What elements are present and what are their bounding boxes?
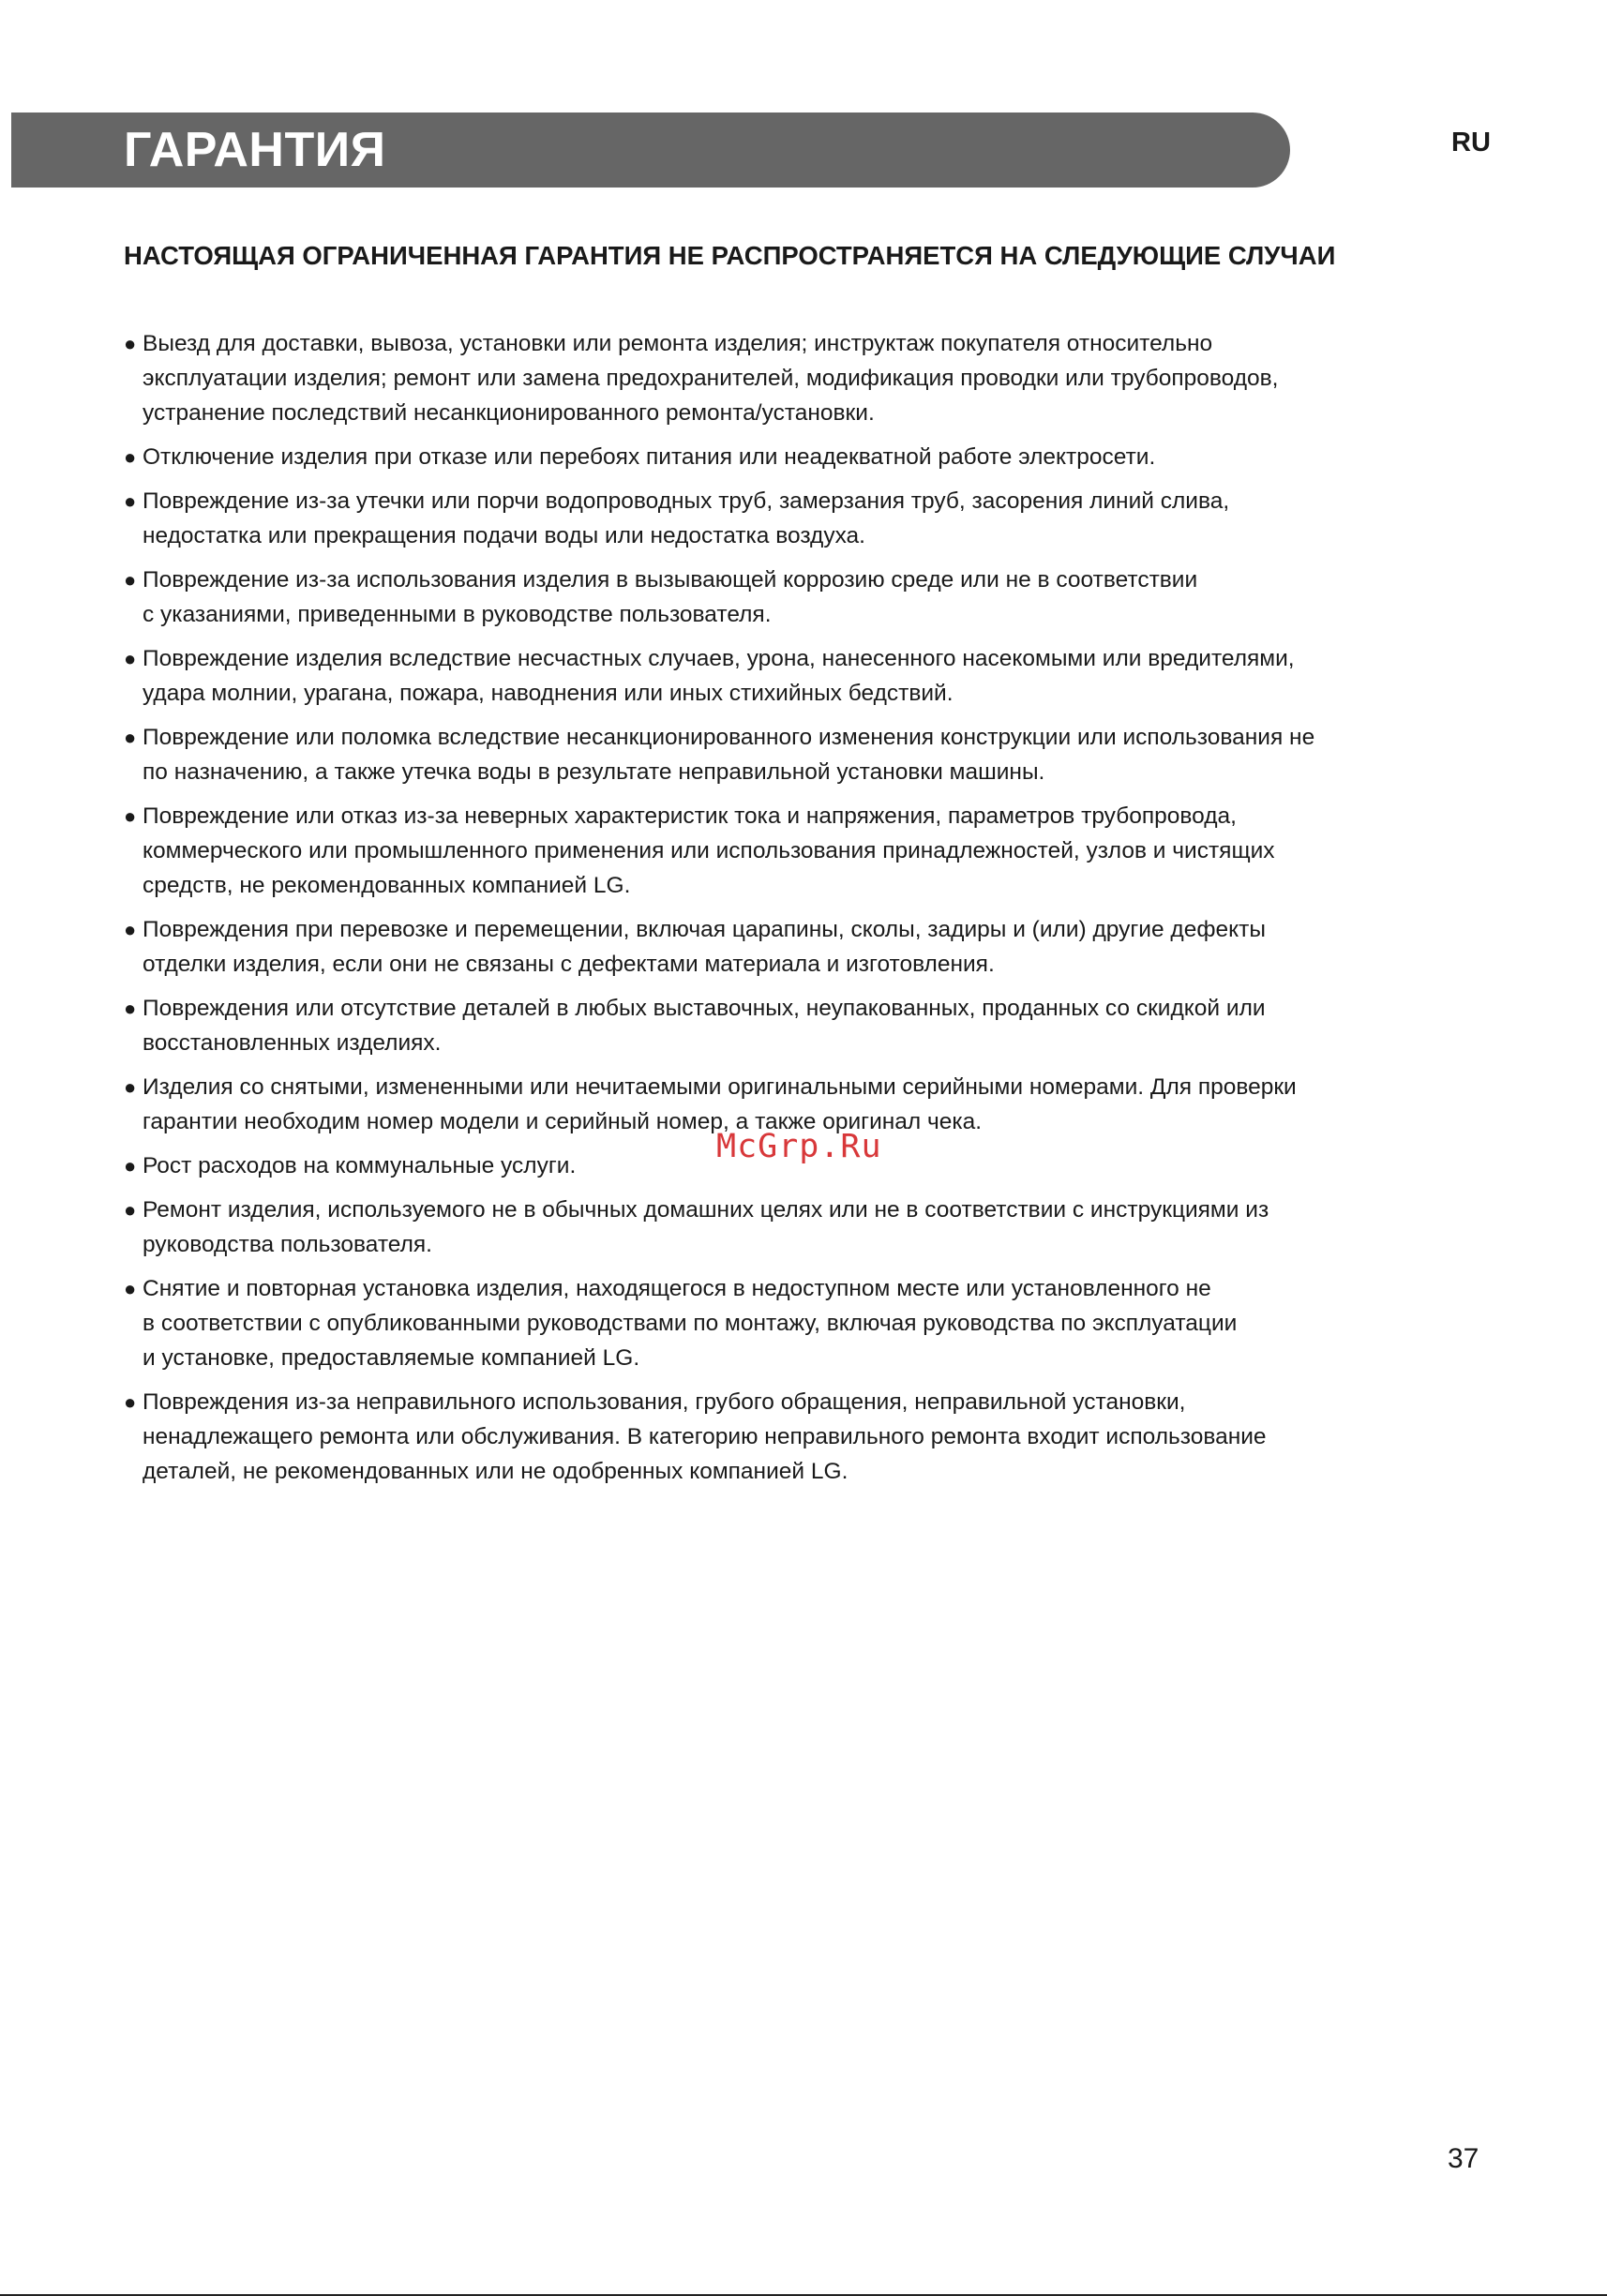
list-item-line: и установке, предоставляемые компанией LG. — [143, 1345, 640, 1371]
list-item-line: Повреждения при перевозке и перемещении, включая царапины, сколы, задиры и (или) другие дефекты — [143, 917, 1266, 942]
list-item-line: восстановленных изделиях. — [143, 1030, 442, 1056]
list-item-line: по назначению, а также утечка воды в результате неправильной установки машины. — [143, 759, 1045, 785]
list-item — [124, 991, 1493, 1060]
bullet-icon: ● — [124, 1154, 137, 1178]
list-item-line: средств, не рекомендованных компанией LG. — [143, 873, 631, 898]
page-number: 37 — [1448, 2143, 1479, 2174]
list-item — [124, 563, 1493, 632]
list-item-line: ненадлежащего ремонта или обслуживания. В категорию неправильного ремонта входит использование — [143, 1424, 1267, 1449]
exclusions-list — [124, 326, 1493, 1498]
list-item-line: Рост расходов на коммунальные услуги. — [143, 1153, 577, 1178]
bullet-icon: ● — [124, 918, 137, 941]
bullet-icon: ● — [124, 445, 137, 469]
list-item-line: Повреждение или отказ из-за неверных характеристик тока и напряжения, параметров трубопровода, — [143, 803, 1237, 829]
bullet-icon: ● — [124, 1390, 137, 1414]
list-item-line: Повреждения из-за неправильного использования, грубого обращения, неправильной установки, — [143, 1389, 1186, 1415]
list-item-line: Повреждение изделия вследствие несчастных случаев, урона, нанесенного насекомыми или вредителями, — [143, 646, 1295, 671]
bullet-icon: ● — [124, 997, 137, 1020]
list-item-line: эксплуатации изделия; ремонт или замена предохранителей, модификация проводки или трубопроводов, — [143, 366, 1279, 391]
title-banner — [11, 113, 1290, 188]
list-item — [124, 641, 1493, 711]
list-item — [124, 326, 1493, 430]
list-item-line: в соответствии с опубликованными руководствами по монтажу, включая руководства по эксплуатации — [143, 1311, 1238, 1336]
bullet-icon: ● — [124, 1277, 137, 1300]
list-item-line: Повреждение из-за утечки или порчи водопроводных труб, замерзания труб, засорения линий слива, — [143, 488, 1230, 514]
bullet-icon: ● — [124, 726, 137, 749]
list-item-line: недостатка или прекращения подачи воды или недостатка воздуха. — [143, 523, 865, 548]
watermark: McGrp.Ru — [716, 1128, 882, 1165]
list-item-line: Снятие и повторная установка изделия, находящегося в недоступном месте или установленного не — [143, 1276, 1211, 1301]
list-item — [124, 912, 1493, 982]
list-item — [124, 1193, 1493, 1262]
list-item-line: Выезд для доставки, вывоза, установки или ремонта изделия; инструктаж покупателя относительно — [143, 331, 1213, 356]
list-item-line: Повреждение из-за использования изделия в вызывающей коррозию среде или не в соответствии — [143, 567, 1198, 593]
list-item-line: Повреждения или отсутствие деталей в любых выставочных, неупакованных, проданных со скидкой или — [143, 996, 1266, 1021]
list-item-line: отделки изделия, если они не связаны с дефектами материала и изготовления. — [143, 952, 995, 977]
list-item-line: Ремонт изделия, используемого не в обычных домашних целях или не в соответствии с инструкциями из — [143, 1197, 1269, 1223]
list-item-line: коммерческого или промышленного применения или использования принадлежностей, узлов и чистящих — [143, 838, 1275, 863]
list-item — [124, 440, 1493, 474]
bullet-icon: ● — [124, 332, 137, 355]
page-title: ГАРАНТИЯ — [124, 123, 386, 177]
bullet-icon: ● — [124, 1075, 137, 1099]
list-item-line: деталей, не рекомендованных или не одобренных компанией LG. — [143, 1459, 849, 1484]
list-item — [124, 1385, 1493, 1489]
language-label: RU — [1451, 128, 1491, 158]
bullet-icon: ● — [124, 1198, 137, 1222]
list-item-line: устранение последствий несанкционированного ремонта/установки. — [143, 400, 875, 426]
list-item — [124, 1271, 1493, 1375]
section-heading: НАСТОЯЩАЯ ОГРАНИЧЕННАЯ ГАРАНТИЯ НЕ РАСПРОСТРАНЯЕТСЯ НА СЛЕДУЮЩИЕ СЛУЧАИ — [124, 241, 1336, 270]
bullet-icon: ● — [124, 804, 137, 828]
list-item-line: удара молнии, урагана, пожара, наводнения или иных стихийных бедствий. — [143, 681, 954, 706]
list-item-line: руководства пользователя. — [143, 1232, 432, 1257]
list-item-line: гарантии необходим номер модели и серийный номер, а также оригинал чека. — [143, 1109, 983, 1134]
list-item-line: Изделия со снятыми, измененными или нечитаемыми оригинальными серийными номерами. Для проверки — [143, 1074, 1297, 1100]
bullet-icon: ● — [124, 568, 137, 592]
list-item-line: с указаниями, приведенными в руководстве пользователя. — [143, 602, 772, 627]
bullet-icon: ● — [124, 489, 137, 513]
list-item-line: Повреждение или поломка вследствие несанкционированного изменения конструкции или использования не — [143, 725, 1315, 750]
list-item — [124, 720, 1493, 789]
list-item-line: Отключение изделия при отказе или перебоях питания или неадекватной работе электросети. — [143, 444, 1156, 470]
list-item — [124, 799, 1493, 903]
list-item — [124, 484, 1493, 553]
bullet-icon: ● — [124, 647, 137, 670]
